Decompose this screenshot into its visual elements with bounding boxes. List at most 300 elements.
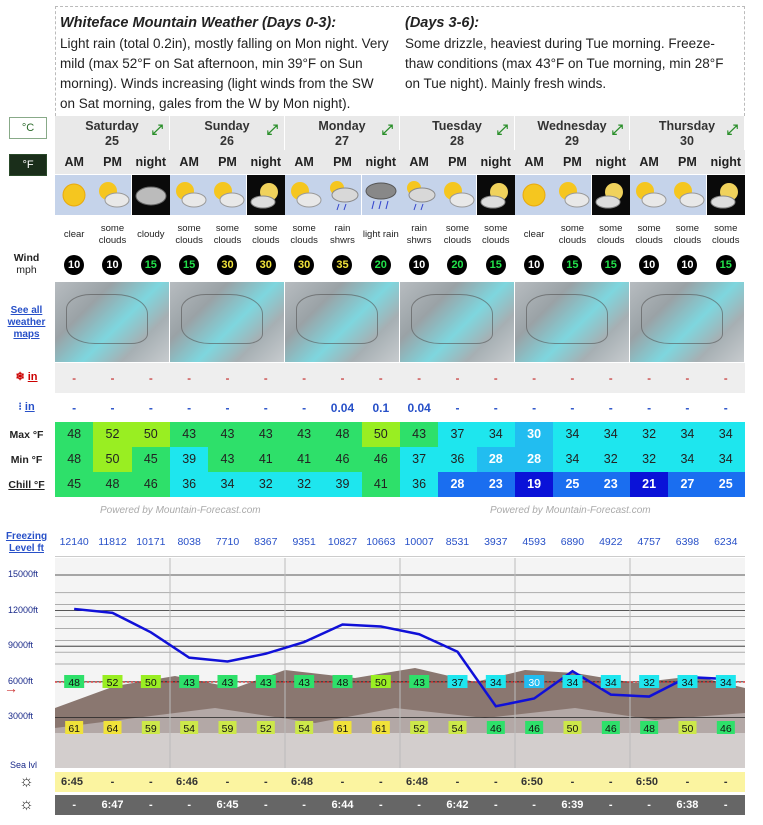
sunrise-time: - (707, 772, 745, 792)
weather-description: some clouds (290, 222, 318, 246)
expand-icon[interactable]: ⤢ (726, 121, 738, 137)
sunset-time: - (362, 795, 400, 815)
sun-cloud-icon (208, 175, 246, 215)
day-header-monday[interactable] (285, 116, 400, 154)
wind-direction-icon: 10 (64, 255, 84, 275)
sunrise-time: - (477, 772, 515, 792)
rain-amount: - (532, 401, 537, 415)
base-temp-label: 54 (183, 723, 196, 735)
freezing-level-value: 7710 (215, 536, 240, 548)
period-label: AM (630, 150, 668, 174)
sunrise-time: 6:45 (55, 772, 93, 792)
snow-unit: in (27, 371, 38, 383)
rain-amount: 0.04 (407, 401, 431, 415)
snow-amount: - (515, 363, 553, 393)
freezing-level-value: 6398 (675, 536, 700, 548)
day-date: 26 (220, 134, 234, 148)
wind-direction-icon: 10 (102, 255, 122, 275)
wind-direction-icon: 20 (371, 255, 391, 275)
freezing-level-value: 10171 (136, 536, 166, 548)
day-name: Tuesday (432, 119, 482, 133)
day-name: Monday (318, 119, 366, 133)
celsius-button[interactable]: °C (9, 117, 47, 139)
wind-direction-icon: 30 (217, 255, 237, 275)
day-header-tuesday[interactable] (400, 116, 515, 154)
max-temp: 52 (93, 422, 131, 447)
summit-temp-label: 43 (298, 677, 311, 689)
base-temp-label: 61 (336, 723, 349, 735)
wind-speed (592, 250, 630, 280)
chill-temp: 27 (668, 472, 706, 497)
wind-speed (208, 250, 246, 280)
day-header-sunday[interactable] (170, 116, 285, 154)
max-temp: 34 (477, 422, 515, 447)
expand-icon[interactable]: ⤢ (151, 121, 163, 137)
max-temp: 34 (553, 422, 591, 447)
base-temp-label: 59 (144, 723, 157, 735)
sunrise-time: 6:48 (400, 772, 438, 792)
freezing-level-row (55, 528, 745, 556)
wind-direction-icon: 15 (141, 255, 161, 275)
base-temp-label: 61 (374, 723, 387, 735)
wind-direction-icon: 15 (179, 255, 199, 275)
rain-amount: - (110, 401, 115, 415)
period-label: AM (400, 150, 438, 174)
freezing-level-value: 4757 (637, 536, 661, 548)
wind-label (0, 252, 53, 276)
period-row (55, 150, 745, 174)
sunset-time: - (515, 795, 553, 815)
rain-amount: - (685, 401, 690, 415)
sunset-time: - (592, 795, 630, 815)
weather-map-thumbnail[interactable] (630, 282, 745, 362)
min-temp: 41 (247, 447, 285, 472)
chill-temp: 34 (208, 472, 246, 497)
chill-temp: 36 (400, 472, 438, 497)
snow-amount: - (132, 363, 170, 393)
sunrise-time: - (553, 772, 591, 792)
period-label: night (707, 150, 745, 174)
wind-speed (553, 250, 591, 280)
freezing-level-value: 3937 (484, 536, 508, 548)
max-temp: 48 (323, 422, 361, 447)
wind-label-text: Wind (13, 252, 40, 264)
arrow-right-icon: → (4, 680, 18, 696)
moon-cloud-icon (477, 175, 515, 215)
summit-temp-label: 48 (68, 677, 81, 689)
wind-direction-icon: 10 (524, 255, 544, 275)
powered-by-right[interactable]: Powered by Mountain-Forecast.com (490, 505, 651, 516)
rain-amount: - (302, 401, 307, 415)
weather-map-thumbnail[interactable] (55, 282, 170, 362)
summit-temp-label: 43 (259, 677, 272, 689)
weather-map-row (55, 282, 745, 362)
sea-level-label: Sea lvl (10, 760, 38, 770)
rain-amount: - (647, 401, 652, 415)
min-temp: 45 (132, 447, 170, 472)
sunset-time: 6:45 (208, 795, 246, 815)
weather-description: rain shwrs (406, 222, 432, 246)
weather-description: some clouds (175, 222, 203, 246)
chart-separator (55, 556, 745, 557)
min-temp: 43 (208, 447, 246, 472)
chill-temp: 19 (515, 472, 553, 497)
altitude-tick-label: 6000ft (8, 675, 34, 686)
wind-direction-icon: 30 (294, 255, 314, 275)
see-all-maps-link[interactable]: See all weather maps (7, 305, 46, 340)
wind-speed (362, 250, 400, 280)
snow-row (55, 363, 745, 393)
min-temp: 34 (668, 447, 706, 472)
max-temp: 43 (247, 422, 285, 447)
sun-cloud-icon (170, 175, 208, 215)
snow-amount: - (170, 363, 208, 393)
rain-amount: - (608, 401, 613, 415)
snow-amount: - (592, 363, 630, 393)
wind-speed (247, 250, 285, 280)
day-header-saturday[interactable] (55, 116, 170, 154)
base-temp-label: 50 (681, 723, 694, 735)
period-label: PM (323, 150, 361, 174)
fahrenheit-button[interactable]: °F (9, 154, 47, 176)
sunrise-time: - (323, 772, 361, 792)
wind-speed (132, 250, 170, 280)
snow-amount: - (707, 363, 745, 393)
expand-icon[interactable]: ⤢ (611, 121, 623, 137)
summit-temp-label: 34 (489, 677, 502, 689)
freezing-level-value: 4922 (599, 536, 623, 548)
freezing-level-value: 8531 (445, 536, 470, 548)
powered-by-left[interactable]: Powered by Mountain-Forecast.com (100, 505, 261, 516)
base-temp-label: 54 (451, 723, 464, 735)
wind-speed (515, 250, 553, 280)
expand-icon[interactable]: ⤢ (266, 121, 278, 137)
snow-amount: - (93, 363, 131, 393)
summary-days-3-6 (405, 13, 735, 94)
snow-label (0, 370, 53, 383)
day-date: 28 (450, 134, 464, 148)
max-temp: 43 (170, 422, 208, 447)
wind-direction-icon: 10 (677, 255, 697, 275)
rain-amount: - (493, 401, 498, 415)
min-temp: 36 (438, 447, 476, 472)
period-label: AM (55, 150, 93, 174)
max-temp: 37 (438, 422, 476, 447)
expand-icon[interactable]: ⤢ (496, 121, 508, 137)
raindrop-icon: ⁝ (18, 401, 22, 413)
summit-temp-label: 34 (681, 677, 694, 689)
freezing-level-value: 8367 (254, 536, 278, 548)
snow-amount: - (477, 363, 515, 393)
min-temp: 50 (93, 447, 131, 472)
chill-temp: 45 (55, 472, 93, 497)
period-label: night (477, 150, 515, 174)
rain-amount: - (263, 401, 268, 415)
sunset-row (55, 795, 745, 815)
summit-temp-label: 48 (336, 677, 349, 689)
snow-amount: - (630, 363, 668, 393)
min-temp: 28 (515, 447, 553, 472)
weather-description: some clouds (635, 222, 663, 246)
wind-direction-icon: 10 (409, 255, 429, 275)
sunrise-time: - (592, 772, 630, 792)
max-temp: 50 (132, 422, 170, 447)
period-label: AM (515, 150, 553, 174)
freezing-level-value: 10663 (366, 536, 396, 548)
base-temp-label: 48 (643, 723, 656, 735)
chill-temp: 32 (247, 472, 285, 497)
freezing-level-value: 10827 (327, 536, 358, 548)
snow-amount: - (323, 363, 361, 393)
summit-temp-label: 34 (719, 677, 732, 689)
sunrise-time: - (208, 772, 246, 792)
summary-days-0-3 (60, 13, 390, 114)
rain-amount: - (72, 401, 77, 415)
wind-direction-icon: 10 (639, 255, 659, 275)
period-label: night (362, 150, 400, 174)
chill-temp-label[interactable]: Chill °F (8, 479, 45, 491)
chill-temp: 46 (132, 472, 170, 497)
freezing-level-value: 10007 (404, 536, 434, 548)
weather-map-thumbnail[interactable] (515, 282, 630, 362)
base-temp-label: 46 (528, 723, 541, 735)
wind-speed (93, 250, 131, 280)
summit-temp-label: 37 (451, 677, 464, 689)
freezing-level-link[interactable]: Freezing Level ft (5, 531, 48, 554)
freezing-level-value: 4593 (522, 536, 546, 548)
weather-map-thumbnail[interactable] (170, 282, 285, 362)
sunset-time: - (247, 795, 285, 815)
cloud-night-icon (132, 175, 170, 215)
sun-cloud-icon (438, 175, 476, 215)
chill-temp: 25 (707, 472, 745, 497)
day-date: 27 (335, 134, 349, 148)
min-temp: 46 (323, 447, 361, 472)
wind-row (55, 250, 745, 280)
sunset-time: - (477, 795, 515, 815)
period-label: AM (170, 150, 208, 174)
wind-unit-text: mph (16, 264, 37, 276)
sunset-time: - (400, 795, 438, 815)
freezing-level-chart (55, 558, 745, 768)
weather-description: some clouds (712, 222, 740, 246)
weather-description: some clouds (213, 222, 242, 246)
period-label: PM (438, 150, 476, 174)
wind-speed (630, 250, 668, 280)
altitude-tick-label: 12000ft (8, 604, 39, 615)
max-temp: 43 (400, 422, 438, 447)
weather-description: some clouds (443, 222, 472, 246)
wind-speed (323, 250, 361, 280)
rain-row (55, 393, 745, 423)
summit-temp-label: 43 (221, 677, 234, 689)
sunset-time: - (285, 795, 323, 815)
freezing-level-value: 6890 (560, 536, 585, 548)
sunset-time: 6:47 (93, 795, 131, 815)
sun-icon (515, 175, 553, 215)
chill-temp: 23 (592, 472, 630, 497)
day-date: 29 (565, 134, 579, 148)
chill-temp-row (55, 472, 745, 497)
wind-speed (438, 250, 476, 280)
base-temp-label: 46 (604, 723, 617, 735)
snow-amount: - (55, 363, 93, 393)
sunset-time: - (170, 795, 208, 815)
snowflake-icon: ❄ (15, 371, 25, 383)
weather-description: rain shwrs (330, 222, 355, 246)
chill-temp: 23 (477, 472, 515, 497)
min-temp: 37 (400, 447, 438, 472)
snow-amount: - (208, 363, 246, 393)
weather-description: some clouds (252, 222, 280, 246)
sunrise-icon: ☼ (19, 773, 34, 790)
period-label: PM (93, 150, 131, 174)
wind-direction-icon: 15 (716, 255, 736, 275)
base-temp-label: 59 (221, 723, 234, 735)
sunrise-time: 6:46 (170, 772, 208, 792)
max-temp: 34 (592, 422, 630, 447)
weather-icon-row (55, 175, 745, 215)
min-temp: 39 (170, 447, 208, 472)
weather-description: clear (523, 228, 545, 240)
min-temp: 32 (630, 447, 668, 472)
period-label: PM (208, 150, 246, 174)
max-temp: 43 (285, 422, 323, 447)
freezing-level-value: 12140 (59, 536, 89, 548)
wind-speed (707, 250, 745, 280)
rain-amount: 0.04 (330, 401, 355, 415)
summary-left-title: Whiteface Mountain Weather (Days 0-3): (60, 15, 337, 31)
summary-right-title: (Days 3-6): (405, 15, 480, 31)
wind-speed (55, 250, 93, 280)
rain-label (0, 400, 53, 413)
weather-description-row (55, 215, 745, 251)
chill-temp: 39 (323, 472, 361, 497)
summit-temp-label: 43 (183, 677, 196, 689)
weather-description: some clouds (673, 222, 702, 246)
max-temp: 34 (668, 422, 706, 447)
snow-amount: - (400, 363, 438, 393)
max-temp: 32 (630, 422, 668, 447)
moon-cloud-icon (247, 175, 285, 215)
summit-temp-label: 32 (643, 677, 656, 689)
period-label: AM (285, 150, 323, 174)
chill-temp: 21 (630, 472, 668, 497)
freezing-level-value: 11812 (98, 536, 127, 548)
rain-unit: in (24, 401, 35, 413)
weather-description: some clouds (597, 222, 625, 246)
weather-description: some clouds (482, 222, 510, 246)
weather-description: clear (63, 228, 85, 240)
wind-direction-icon: 30 (256, 255, 276, 275)
wind-direction-icon: 35 (332, 255, 352, 275)
sun-cloud-icon (553, 175, 591, 215)
period-label: night (132, 150, 170, 174)
rain-amount: - (570, 401, 575, 415)
expand-icon[interactable]: ⤢ (381, 121, 393, 137)
sunset-time: - (55, 795, 93, 815)
sunset-time: - (630, 795, 668, 815)
base-temp-label: 50 (566, 723, 579, 735)
sunrise-time: - (247, 772, 285, 792)
max-temp-label: Max °F (9, 429, 44, 441)
sunset-time: 6:44 (323, 795, 361, 815)
rain-cloud-icon (400, 175, 438, 215)
moon-cloud-icon (592, 175, 630, 215)
sunrise-time: 6:48 (285, 772, 323, 792)
snow-amount: - (553, 363, 591, 393)
wind-speed (400, 250, 438, 280)
summit-temp-label: 50 (374, 677, 387, 689)
summit-temp-label: 52 (106, 677, 119, 689)
rain-amount: - (225, 401, 230, 415)
summit-temp-label: 50 (144, 677, 157, 689)
base-temp-label: 54 (298, 723, 311, 735)
sun-icon (55, 175, 93, 215)
sun-cloud-icon (668, 175, 706, 215)
sunrise-time: 6:50 (630, 772, 668, 792)
day-header-wednesday[interactable] (515, 116, 630, 154)
min-temp: 46 (362, 447, 400, 472)
max-temp: 48 (55, 422, 93, 447)
chill-temp: 32 (285, 472, 323, 497)
wind-direction-icon: 15 (601, 255, 621, 275)
wind-speed (668, 250, 706, 280)
sunrise-row (55, 772, 745, 792)
snow-amount: - (362, 363, 400, 393)
wind-speed (285, 250, 323, 280)
wind-speed (170, 250, 208, 280)
weather-map-thumbnail[interactable] (400, 282, 515, 362)
sunrise-time: - (438, 772, 476, 792)
summary-left-text: Light rain (total 0.2in), mostly falling on Mon night. Very mild (max 52°F on Sat afternoon, min 39°F on Sun morning). Winds increasing (light winds from the SW on Sat morning, gales from the W by Mon night). (60, 36, 389, 111)
weather-description: light rain (362, 228, 399, 240)
min-temp-row (55, 447, 745, 472)
min-temp: 34 (553, 447, 591, 472)
rain-amount: 0.1 (372, 401, 390, 415)
max-temp: 50 (362, 422, 400, 447)
summit-temp-label: 34 (566, 677, 579, 689)
base-temp-label: 46 (719, 723, 732, 735)
sunrise-time: - (362, 772, 400, 792)
day-name: Sunday (204, 119, 250, 133)
chill-temp: 28 (438, 472, 476, 497)
snow-amount: - (438, 363, 476, 393)
wind-direction-icon: 20 (447, 255, 467, 275)
freezing-level-value: 6234 (714, 536, 738, 548)
base-temp-label: 64 (106, 723, 119, 735)
min-temp: 28 (477, 447, 515, 472)
period-label: PM (553, 150, 591, 174)
base-temp-label: 52 (413, 723, 426, 735)
max-temp: 34 (707, 422, 745, 447)
day-header-thursday[interactable] (630, 116, 745, 154)
summit-temp-label: 30 (528, 677, 541, 689)
sunset-time: - (132, 795, 170, 815)
base-temp-label: 52 (259, 723, 272, 735)
weather-map-thumbnail[interactable] (285, 282, 400, 362)
snow-amount: - (668, 363, 706, 393)
rain-amount: - (148, 401, 153, 415)
sunrise-time: - (93, 772, 131, 792)
weather-description: some clouds (558, 222, 587, 246)
min-temp-label: Min °F (10, 454, 43, 466)
altitude-tick-label: 9000ft (8, 640, 34, 651)
sunrise-time: - (668, 772, 706, 792)
sun-cloud-icon (93, 175, 131, 215)
period-label: PM (668, 150, 706, 174)
storm-cloud-icon (362, 175, 400, 215)
